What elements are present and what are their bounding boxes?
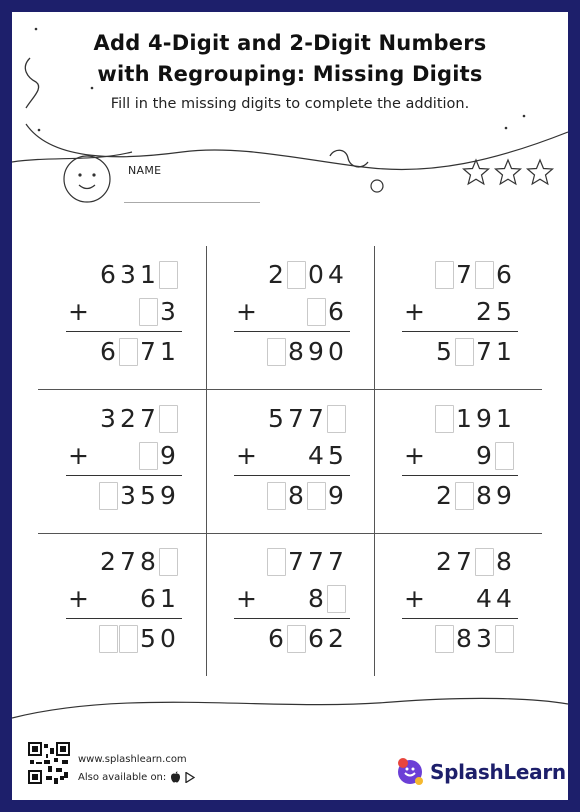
missing-digit-box[interactable] xyxy=(159,548,178,576)
digit: 9 xyxy=(476,403,492,433)
addition-problem xyxy=(206,246,374,389)
missing-digit-box[interactable] xyxy=(99,482,118,510)
missing-digit-box[interactable] xyxy=(159,261,178,289)
bottom-addend xyxy=(474,583,514,615)
digit: 8 xyxy=(496,547,512,576)
digit: 3 xyxy=(120,260,136,289)
sum-row xyxy=(98,623,178,655)
sum-row xyxy=(434,623,514,655)
digit: 7 xyxy=(140,403,156,433)
digit: 7 xyxy=(456,260,472,289)
digit: 6 xyxy=(140,584,156,613)
digit: 7 xyxy=(140,337,156,366)
top-addend xyxy=(98,546,178,578)
addition-problem xyxy=(374,533,542,676)
digit: 6 xyxy=(308,624,324,653)
sum-line xyxy=(234,331,350,332)
missing-digit-box[interactable] xyxy=(99,625,118,653)
digit: 8 xyxy=(140,547,156,576)
digit: 8 xyxy=(456,624,472,653)
digit: 6 xyxy=(100,337,116,366)
digit: 0 xyxy=(308,260,324,289)
bottom-addend xyxy=(474,440,514,472)
sum-row xyxy=(266,623,346,655)
digit: 1 xyxy=(160,337,176,366)
star-icon xyxy=(464,160,489,184)
digit: 1 xyxy=(140,260,156,289)
digit: 7 xyxy=(288,547,304,576)
bottom-addend xyxy=(138,296,178,328)
digit: 2 xyxy=(268,260,284,289)
page-title-line1: Add 4-Digit and 2-Digit Numbers xyxy=(93,31,487,55)
top-addend xyxy=(266,546,346,578)
sum-row xyxy=(98,480,178,512)
digit: 9 xyxy=(496,480,512,510)
digit: 5 xyxy=(328,440,344,470)
sum-line xyxy=(66,331,182,332)
digit: 1 xyxy=(160,584,176,613)
sum-row xyxy=(98,336,178,368)
digit: 7 xyxy=(476,337,492,366)
sum-line xyxy=(234,618,350,619)
digit: 2 xyxy=(436,547,452,576)
addition-problem xyxy=(374,390,542,533)
plus-sign: + xyxy=(236,584,257,613)
digit: 7 xyxy=(308,547,324,576)
missing-digit-box[interactable] xyxy=(119,625,138,653)
name-field-line[interactable] xyxy=(124,202,260,203)
star-icon xyxy=(496,160,521,184)
smiley-face-icon xyxy=(62,154,112,204)
digit: 5 xyxy=(268,403,284,433)
digit: 9 xyxy=(160,440,176,470)
splashlearn-logo-icon xyxy=(395,756,425,786)
missing-digit-box[interactable] xyxy=(119,338,138,366)
missing-digit-box[interactable] xyxy=(287,625,306,653)
sum-row xyxy=(266,480,346,512)
digit: 2 xyxy=(328,624,344,653)
digit: 8 xyxy=(288,480,304,510)
missing-digit-box[interactable] xyxy=(307,298,326,326)
digit: 3 xyxy=(100,403,116,433)
digit: 8 xyxy=(308,584,324,613)
digit: 8 xyxy=(476,480,492,510)
plus-sign: + xyxy=(236,297,257,326)
top-addend xyxy=(266,259,346,291)
star-rating xyxy=(462,158,558,188)
sum-line xyxy=(66,618,182,619)
missing-digit-box[interactable] xyxy=(435,625,454,653)
digit: 5 xyxy=(140,624,156,653)
sum-row xyxy=(266,336,346,368)
brand-name: SplashLearn xyxy=(430,760,566,784)
available-on xyxy=(78,771,195,783)
digit: 7 xyxy=(456,547,472,576)
name-label: NAME xyxy=(128,164,162,177)
digit: 4 xyxy=(308,440,324,470)
missing-digit-box[interactable] xyxy=(327,405,346,433)
sum-line xyxy=(402,475,518,476)
top-addend xyxy=(434,259,514,291)
digit: 3 xyxy=(120,480,136,510)
instructions: Fill in the missing digits to complete the addition. xyxy=(110,96,470,112)
digit: 3 xyxy=(160,297,176,326)
digit: 5 xyxy=(140,480,156,510)
bottom-addend xyxy=(138,583,178,615)
digit: 7 xyxy=(308,403,324,433)
top-addend xyxy=(434,546,514,578)
plus-sign: + xyxy=(236,440,257,470)
digit: 4 xyxy=(328,260,344,289)
digit: 2 xyxy=(476,297,492,326)
plus-sign: + xyxy=(404,297,425,326)
digit: 5 xyxy=(496,297,512,326)
plus-sign: + xyxy=(404,584,425,613)
digit: 6 xyxy=(496,260,512,289)
plus-sign: + xyxy=(68,440,89,470)
digit: 8 xyxy=(288,337,304,366)
digit: 0 xyxy=(328,337,344,366)
missing-digit-box[interactable] xyxy=(475,261,494,289)
website-link[interactable]: www.splashlearn.com xyxy=(78,754,187,765)
sum-row xyxy=(434,336,514,368)
missing-digit-box[interactable] xyxy=(159,405,178,433)
missing-digit-box[interactable] xyxy=(139,442,158,470)
missing-digit-box[interactable] xyxy=(307,482,326,510)
missing-digit-box[interactable] xyxy=(267,338,286,366)
digit: 3 xyxy=(476,624,492,653)
addition-problem xyxy=(38,246,206,389)
plus-sign: + xyxy=(68,584,89,613)
missing-digit-box[interactable] xyxy=(495,625,514,653)
missing-digit-box[interactable] xyxy=(435,405,454,433)
addition-problem xyxy=(206,390,374,533)
missing-digit-box[interactable] xyxy=(139,298,158,326)
digit: 6 xyxy=(328,297,344,326)
bottom-addend xyxy=(306,583,346,615)
missing-digit-box[interactable] xyxy=(435,261,454,289)
missing-digit-box[interactable] xyxy=(455,338,474,366)
top-addend xyxy=(98,259,178,291)
digit: 6 xyxy=(100,260,116,289)
missing-digit-box[interactable] xyxy=(287,261,306,289)
digit: 7 xyxy=(328,547,344,576)
missing-digit-box[interactable] xyxy=(455,482,474,510)
sum-line xyxy=(66,475,182,476)
sum-line xyxy=(234,475,350,476)
bottom-addend xyxy=(474,296,514,328)
apple-icon[interactable] xyxy=(170,771,181,783)
sum-row xyxy=(434,480,514,512)
addition-problem xyxy=(38,533,206,676)
addition-problem xyxy=(374,246,542,389)
addition-problem xyxy=(206,533,374,676)
missing-digit-box[interactable] xyxy=(495,442,514,470)
digit: 9 xyxy=(308,337,324,366)
digit: 2 xyxy=(100,547,116,576)
digit: 4 xyxy=(476,584,492,613)
top-addend xyxy=(266,403,346,435)
star-icon xyxy=(528,160,553,184)
available-label: Also available on: xyxy=(78,771,167,783)
qr-code-icon xyxy=(28,742,70,784)
sum-line xyxy=(402,331,518,332)
missing-digit-box[interactable] xyxy=(475,548,494,576)
digit: 9 xyxy=(476,440,492,470)
digit: 1 xyxy=(496,337,512,366)
addition-problem xyxy=(38,390,206,533)
top-addend xyxy=(434,403,514,435)
digit: 9 xyxy=(328,480,344,510)
digit: 2 xyxy=(120,403,136,433)
digit: 6 xyxy=(268,624,284,653)
missing-digit-box[interactable] xyxy=(267,548,286,576)
bottom-addend xyxy=(138,440,178,472)
problem-grid xyxy=(38,246,542,676)
missing-digit-box[interactable] xyxy=(267,482,286,510)
digit: 1 xyxy=(456,403,472,433)
digit: 0 xyxy=(160,624,176,653)
play-store-icon[interactable] xyxy=(185,772,195,783)
page-title-line2: with Regrouping: Missing Digits xyxy=(97,62,483,86)
missing-digit-box[interactable] xyxy=(327,585,346,613)
plus-sign: + xyxy=(68,297,89,326)
bottom-addend xyxy=(306,296,346,328)
worksheet-page xyxy=(12,12,568,800)
digit: 9 xyxy=(160,480,176,510)
top-addend xyxy=(98,403,178,435)
digit: 2 xyxy=(436,480,452,510)
digit: 4 xyxy=(496,584,512,613)
digit: 7 xyxy=(120,547,136,576)
bottom-addend xyxy=(306,440,346,472)
digit: 1 xyxy=(496,403,512,433)
digit: 5 xyxy=(436,337,452,366)
digit: 7 xyxy=(288,403,304,433)
sum-line xyxy=(402,618,518,619)
plus-sign: + xyxy=(404,440,425,470)
